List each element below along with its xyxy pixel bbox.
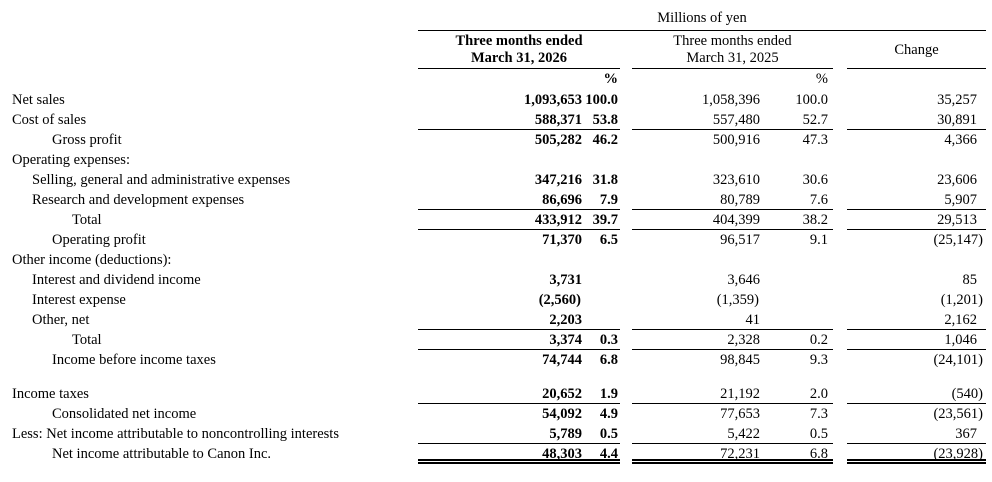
current-percent-header: % (603, 71, 618, 87)
prior-period-group (632, 110, 833, 130)
prior-value-cell: 96,517 (720, 232, 760, 248)
table-row (0, 230, 992, 250)
column-gap (620, 90, 632, 110)
change-value-cell: 367 (955, 426, 977, 442)
change-group (847, 170, 986, 190)
change-value-cell: (23,928) (933, 446, 983, 462)
current-period-group (418, 310, 620, 330)
row-label: Research and development expenses (32, 192, 245, 208)
prior-period-group (632, 424, 833, 444)
current-percent-cell: 100.0 (585, 92, 618, 108)
column-gap (620, 310, 632, 330)
column-gap (620, 190, 632, 210)
prior-period-group (632, 170, 833, 190)
change-group (847, 90, 986, 110)
column-gap (620, 290, 632, 310)
current-percent-cell (584, 250, 620, 270)
prior-value-cell: 5,422 (727, 426, 760, 442)
column-gap (833, 210, 847, 230)
prior-value-cell: 98,845 (720, 352, 760, 368)
prior-percent-cell: 0.5 (809, 426, 828, 442)
row-label: Net sales (12, 92, 65, 108)
current-percent-cell (584, 310, 620, 329)
current-percent-cell: 0.5 (599, 426, 618, 442)
prior-value-cell: 3,646 (727, 272, 760, 288)
current-value-cell: 5,789 (549, 426, 582, 442)
change-value-cell: (23,561) (933, 406, 983, 422)
change-group (847, 210, 986, 230)
unit-caption: Millions of yen (657, 10, 747, 26)
change-group (847, 230, 986, 250)
column-gap (620, 444, 632, 464)
prior-value-cell: 323,610 (712, 172, 760, 188)
change-group (847, 290, 986, 310)
prior-period-group (632, 384, 833, 404)
row-label: Operating profit (52, 232, 146, 248)
current-period-group (418, 90, 620, 110)
column-gap (833, 110, 847, 130)
change-group (847, 444, 986, 464)
current-period-group (418, 424, 620, 444)
column-gap (833, 290, 847, 310)
column-gap (833, 90, 847, 110)
prior-period-group (632, 150, 833, 170)
column-gap (833, 170, 847, 190)
prior-value-cell: 404,399 (712, 212, 760, 228)
table-row (0, 290, 992, 310)
row-label: Operating expenses: (12, 152, 130, 168)
change-group (847, 330, 986, 350)
table-row (0, 150, 992, 170)
current-period-group (418, 130, 620, 150)
prior-period-group (632, 404, 833, 424)
change-group (847, 350, 986, 370)
prior-percent-cell: 100.0 (795, 92, 828, 108)
column-gap (833, 350, 847, 370)
current-value-cell: 1,093,653 (524, 92, 582, 108)
column-header-current-line2: March 31, 2026 (471, 50, 567, 66)
table-row (0, 424, 992, 444)
current-value-cell: 54,092 (542, 406, 582, 422)
row-label: Interest and dividend income (32, 272, 201, 288)
prior-value-cell: 557,480 (712, 112, 760, 128)
current-period-group (418, 350, 620, 370)
prior-value-cell (632, 250, 762, 270)
current-period-group (418, 110, 620, 130)
column-gap (620, 330, 632, 350)
current-period-group (418, 330, 620, 350)
table-body (0, 90, 992, 464)
change-value-cell (847, 250, 986, 270)
current-period-group (418, 404, 620, 424)
column-gap (620, 130, 632, 150)
table-header (0, 0, 992, 90)
current-percent-cell: 4.4 (599, 446, 618, 462)
prior-percent-cell: 9.3 (809, 352, 828, 368)
column-gap (620, 210, 632, 230)
change-header-rule (847, 68, 986, 69)
change-value-cell: 23,606 (937, 172, 977, 188)
current-period-group (418, 170, 620, 190)
prior-period-group (632, 90, 833, 110)
current-percent-cell (584, 270, 620, 290)
table-row (0, 210, 992, 230)
column-gap (833, 270, 847, 290)
change-group (847, 150, 986, 170)
change-value-cell: (540) (951, 386, 983, 402)
current-percent-cell: 46.2 (592, 132, 618, 148)
current-percent-cell: 1.9 (599, 386, 618, 402)
table-row (0, 350, 992, 370)
column-gap (620, 250, 632, 270)
current-value-cell: 347,216 (534, 172, 582, 188)
row-label: Total (72, 332, 102, 348)
current-percent-cell: 53.8 (592, 112, 618, 128)
prior-percent-cell: 7.3 (809, 406, 828, 422)
column-gap (833, 444, 847, 464)
prior-percent-cell: 6.8 (809, 446, 828, 462)
change-group (847, 250, 986, 270)
current-period-group (418, 210, 620, 230)
prior-period-group (632, 230, 833, 250)
current-value-cell: 505,282 (534, 132, 582, 148)
row-label: Selling, general and administrative expenses (32, 172, 291, 188)
change-value-cell: 2,162 (944, 312, 977, 328)
current-value-cell (418, 250, 584, 270)
change-value-cell: 29,513 (937, 212, 977, 228)
column-gap (833, 310, 847, 330)
current-period-group (418, 190, 620, 210)
prior-period-group (632, 290, 833, 310)
current-period-group (418, 290, 620, 310)
prior-percent-cell: 47.3 (802, 132, 828, 148)
row-label: Consolidated net income (52, 406, 197, 422)
change-value-cell: 85 (962, 272, 977, 288)
column-header-current (418, 33, 620, 67)
prior-period-group (632, 270, 833, 290)
prior-period-group (632, 210, 833, 230)
prior-value-cell: 72,231 (720, 446, 760, 462)
change-value-cell: 35,257 (937, 92, 977, 108)
column-header-prior-line2: March 31, 2025 (686, 50, 779, 66)
current-value-cell: 71,370 (542, 232, 582, 248)
change-value-cell: 4,366 (944, 132, 977, 148)
column-gap (620, 170, 632, 190)
table-row (0, 270, 992, 290)
change-value-cell: (1,201) (940, 292, 983, 308)
column-gap (620, 110, 632, 130)
prior-percent-cell (762, 310, 833, 329)
column-gap (620, 424, 632, 444)
current-period-group (418, 250, 620, 270)
current-value-cell: 588,371 (534, 112, 582, 128)
current-period-group (418, 444, 620, 464)
table-row (0, 170, 992, 190)
current-value-cell (418, 150, 584, 170)
table-row (0, 110, 992, 130)
current-value-cell: 74,744 (542, 352, 582, 368)
current-value-cell: 3,374 (549, 332, 582, 348)
current-percent-cell: 6.5 (599, 232, 618, 248)
current-period-group (418, 384, 620, 404)
change-group (847, 310, 986, 330)
prior-value-cell: 500,916 (712, 132, 760, 148)
prior-percent-cell (762, 270, 833, 290)
change-value-cell (847, 150, 986, 170)
row-label: Interest expense (32, 292, 126, 308)
current-percent-cell (584, 290, 620, 310)
prior-period-group (632, 350, 833, 370)
current-percent-cell: 4.9 (599, 406, 618, 422)
change-group (847, 190, 986, 210)
change-value-cell: (25,147) (933, 232, 983, 248)
prior-percent-cell: 0.2 (809, 332, 828, 348)
change-group (847, 110, 986, 130)
column-gap (833, 250, 847, 270)
prior-value-cell: 41 (745, 312, 760, 328)
prior-percent-cell: 30.6 (802, 172, 828, 188)
prior-period-group (632, 330, 833, 350)
column-gap (620, 150, 632, 170)
prior-percent-cell: 9.1 (809, 232, 828, 248)
caption-rule (418, 30, 986, 31)
change-value-cell: (24,101) (933, 352, 983, 368)
table-row (0, 384, 992, 404)
change-value-cell: 5,907 (944, 192, 977, 208)
prior-percent-cell (762, 290, 833, 310)
change-group (847, 384, 986, 404)
current-value-cell: 48,303 (542, 446, 582, 462)
row-label: Net income attributable to Canon Inc. (52, 446, 272, 462)
current-percent-cell: 6.8 (599, 352, 618, 368)
table-row (0, 130, 992, 150)
prior-value-cell: 21,192 (720, 386, 760, 402)
current-percent-cell: 7.9 (599, 192, 618, 208)
column-gap (833, 150, 847, 170)
row-label: Other, net (32, 312, 90, 328)
column-gap (833, 424, 847, 444)
column-gap (833, 190, 847, 210)
current-percent-cell: 0.3 (599, 332, 618, 348)
column-gap (620, 270, 632, 290)
row-label: Total (72, 212, 102, 228)
change-group (847, 404, 986, 424)
prior-percent-cell: 38.2 (802, 212, 828, 228)
prior-percent-header: % (815, 71, 828, 87)
column-header-change: Change (894, 42, 939, 58)
change-group (847, 424, 986, 444)
prior-value-cell: (1,359) (716, 292, 759, 308)
prior-period-group (632, 130, 833, 150)
column-gap (833, 130, 847, 150)
current-value-cell: (2,560) (538, 292, 581, 308)
change-value-cell: 30,891 (937, 112, 977, 128)
row-label: Income taxes (12, 386, 89, 402)
column-header-prior (632, 33, 833, 67)
current-value-cell: 3,731 (549, 272, 582, 288)
row-label: Cost of sales (12, 112, 87, 128)
column-header-current-line1: Three months ended (455, 33, 583, 49)
row-label: Income before income taxes (52, 352, 216, 368)
column-gap (833, 230, 847, 250)
change-group (847, 270, 986, 290)
table-row (0, 444, 992, 464)
prior-value-cell: 77,653 (720, 406, 760, 422)
prior-value-cell: 80,789 (720, 192, 760, 208)
prior-value-cell: 2,328 (727, 332, 760, 348)
prior-period-group (632, 444, 833, 464)
column-gap (620, 404, 632, 424)
column-gap (833, 384, 847, 404)
current-value-cell: 20,652 (542, 386, 582, 402)
column-gap (620, 230, 632, 250)
prior-percent-cell: 7.6 (809, 192, 828, 208)
current-value-cell: 86,696 (542, 192, 582, 208)
table-row (0, 90, 992, 110)
prior-period-group (632, 190, 833, 210)
prior-value-cell (632, 150, 762, 170)
spacer-row (0, 370, 992, 384)
prior-percent-cell (762, 250, 833, 270)
row-label: Other income (deductions): (12, 252, 172, 268)
prior-value-cell: 1,058,396 (702, 92, 760, 108)
column-gap (620, 350, 632, 370)
current-period-group (418, 270, 620, 290)
column-gap (620, 384, 632, 404)
row-label: Gross profit (52, 132, 122, 148)
current-value-cell: 433,912 (534, 212, 582, 228)
prior-percent-cell: 2.0 (809, 386, 828, 402)
current-value-cell: 2,203 (549, 312, 582, 328)
table-row (0, 190, 992, 210)
change-value-cell: 1,046 (944, 332, 977, 348)
prior-percent-cell (762, 150, 833, 170)
current-period-group (418, 230, 620, 250)
row-label: Less: Net income attributable to noncontrolling interests (12, 426, 339, 442)
current-percent-cell: 31.8 (592, 172, 618, 188)
current-percent-cell (584, 150, 620, 170)
table-row (0, 330, 992, 350)
table-row (0, 404, 992, 424)
column-header-prior-line1: Three months ended (673, 33, 792, 49)
column-gap (833, 404, 847, 424)
table-row (0, 250, 992, 270)
prior-period-group (632, 310, 833, 330)
current-percent-cell: 39.7 (592, 212, 618, 228)
prior-percent-cell: 52.7 (802, 112, 828, 128)
current-period-group (418, 150, 620, 170)
table-row (0, 310, 992, 330)
column-gap (833, 330, 847, 350)
prior-period-group (632, 250, 833, 270)
change-group (847, 130, 986, 150)
